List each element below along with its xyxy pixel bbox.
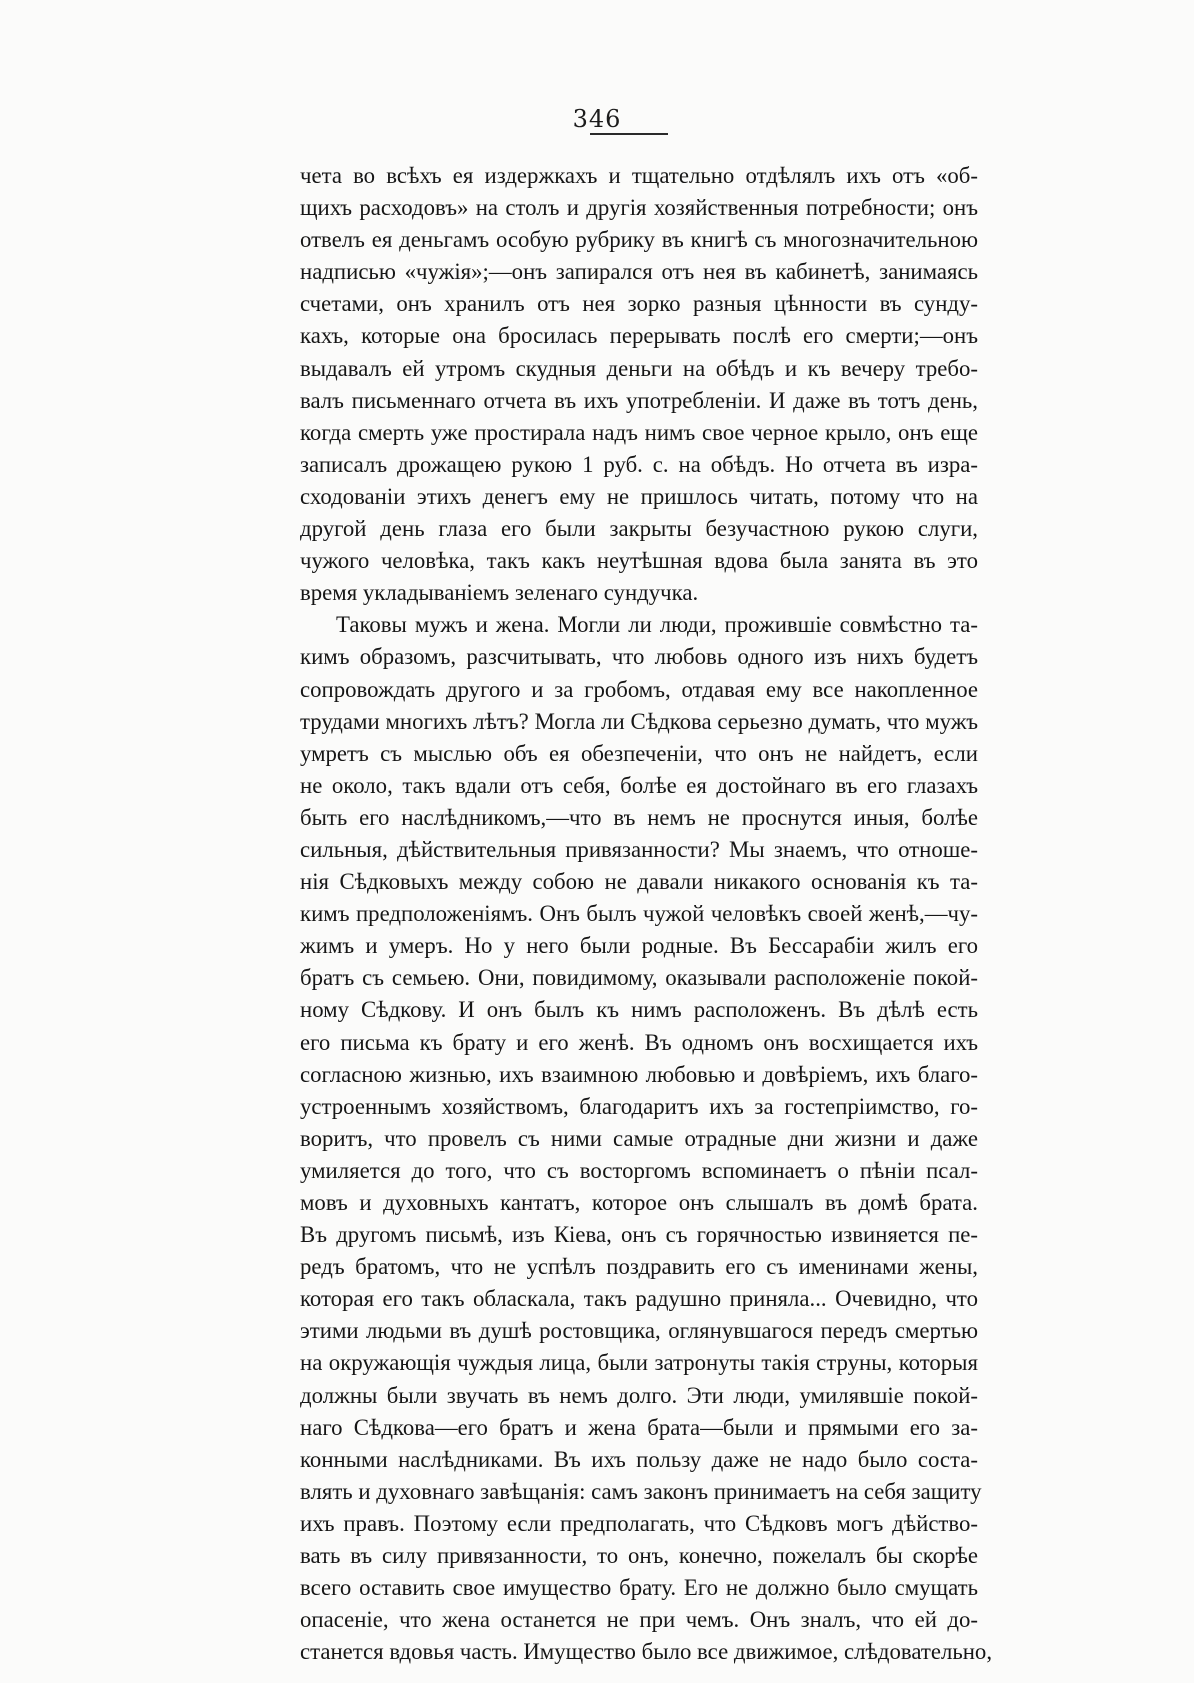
text-line: сопровождать другого и за гробомъ, отдавая ему все накопленное xyxy=(300,676,978,702)
text-line: воритъ, что провелъ съ ними самые отрадные дни жизни и даже xyxy=(300,1125,978,1151)
text-line: умретъ съ мыслью объ ея обезпеченіи, что онъ не найдетъ, если xyxy=(300,740,978,766)
text-line: его письма къ брату и его женѣ. Въ одномъ онъ восхищается ихъ xyxy=(300,1029,978,1055)
text-line: чета во всѣхъ ея издержкахъ и тщательно отдѣлялъ ихъ отъ «об- xyxy=(300,163,978,188)
text-line: время укладываніемъ зеленаго сундучка. xyxy=(300,580,699,606)
body-text xyxy=(300,160,993,1668)
page-number-rule xyxy=(590,133,668,135)
text-line: надписью «чужія»;—онъ запирался отъ нея въ кабинетѣ, занимаясь xyxy=(300,259,978,285)
text-line: братъ съ семьею. Они, повидимому, оказывали расположеніе покой- xyxy=(300,965,978,991)
text-line: редъ братомъ, что не успѣлъ поздравить его съ именинами жены, xyxy=(300,1254,978,1280)
text-line: станется вдовья часть. Имущество было все движимое, слѣдовательно, xyxy=(300,1639,993,1665)
text-line: валъ письменнаго отчета въ ихъ употребленіи. И даже въ тотъ день, xyxy=(300,387,978,413)
text-line: на окружающія чуждыя лица, были затронуты такія струны, которыя xyxy=(300,1350,978,1376)
text-line: нія Сѣдковыхъ между собою не давали никакого основанія къ та- xyxy=(300,869,978,895)
text-line: должны были звучать въ немъ долго. Эти люди, умилявшіе покой- xyxy=(300,1382,978,1408)
page-number: 346 xyxy=(572,105,622,133)
text-line: кимъ образомъ, разсчитывать, что любовь одного изъ нихъ будетъ xyxy=(300,644,978,670)
text-line: устроеннымъ хозяйствомъ, благодаритъ ихъ за гостепріимство, го- xyxy=(300,1093,978,1119)
text-line: влять и духовнаго завѣщанія: самъ законъ принимаетъ на себя защиту xyxy=(300,1478,982,1504)
text-line: сходованіи этихъ денегъ ему не пришлось читать, потому что на xyxy=(300,483,978,509)
text-line: опасеніе, что жена останется не при чемъ. Онъ зналъ, что ей до- xyxy=(300,1607,978,1633)
text-line: согласною жизнью, ихъ взаимною любовью и довѣріемъ, ихъ благо- xyxy=(300,1061,978,1087)
text-line: наго Сѣдкова—его братъ и жена брата—были и прямыми его за- xyxy=(300,1414,978,1440)
text-line: отвелъ ея деньгамъ особую рубрику въ книгѣ съ многозначительною xyxy=(300,227,978,253)
text-line: быть его наслѣдникомъ,—что въ немъ не проснутся иныя, болѣе xyxy=(300,804,978,830)
text-line: записалъ дрожащею рукою 1 руб. с. на обѣдъ. Но отчета въ изра- xyxy=(300,451,978,477)
text-line: конными наслѣдниками. Въ ихъ пользу даже не надо было соста- xyxy=(300,1446,978,1472)
text-line: чужого человѣка, такъ какъ неутѣшная вдова была занята въ это xyxy=(300,548,978,574)
text-line: сильныя, дѣйствительныя привязанности? Мы знаемъ, что отноше- xyxy=(300,836,978,862)
text-line: которая его такъ обласкала, такъ радушно приняла... Очевидно, что xyxy=(300,1286,978,1312)
text-line: когда смерть уже простирала надъ нимъ свое черное крыло, онъ еще xyxy=(300,419,978,445)
text-line: ихъ правъ. Поэтому если предполагать, что Сѣдковъ могъ дѣйство- xyxy=(300,1510,978,1536)
text-line: другой день глаза его были закрыты безучастною рукою слуги, xyxy=(300,516,978,542)
text-line: щихъ расходовъ» на столъ и другія хозяйственныя потребности; онъ xyxy=(300,195,978,221)
text-line: мовъ и духовныхъ кантатъ, которое онъ слышалъ въ домѣ брата. xyxy=(300,1190,978,1215)
text-line: вать въ силу привязанности, то онъ, конечно, пожелалъ бы скорѣе xyxy=(300,1543,978,1569)
text-line: кахъ, которые она бросилась перерывать послѣ его смерти;—онъ xyxy=(300,323,978,349)
text-line: счетами, онъ хранилъ отъ нея зорко разныя цѣнности въ сунду- xyxy=(300,291,978,317)
text-line: этими людьми въ душѣ ростовщика, оглянувшагося передъ смертью xyxy=(300,1318,978,1344)
text-line: всего оставить свое имущество брату. Его не должно было смущать xyxy=(300,1575,978,1601)
text-line: кимъ предположеніямъ. Онъ былъ чужой человѣкъ своей женѣ,—чу- xyxy=(300,901,978,927)
text-line: умиляется до того, что съ восторгомъ вспоминаетъ о пѣніи псал- xyxy=(300,1157,978,1183)
text-line: не около, такъ вдали отъ себя, болѣе ея достойнаго въ его глазахъ xyxy=(300,772,978,798)
text-line: жимъ и умеръ. Но у него были родные. Въ Бессарабіи жилъ его xyxy=(300,933,978,959)
text-line: Таковы мужъ и жена. Могли ли люди, прожившіе совмѣстно та- xyxy=(336,612,978,638)
text-line: Въ другомъ письмѣ, изъ Кіева, онъ съ горячностью извиняется пе- xyxy=(300,1222,978,1248)
text-line: ному Сѣдкову. И онъ былъ къ нимъ расположенъ. Въ дѣлѣ есть xyxy=(300,997,978,1023)
text-line: трудами многихъ лѣтъ? Могла ли Сѣдкова серьезно думать, что мужъ xyxy=(300,708,978,734)
text-line: выдавалъ ей утромъ скудныя деньги на обѣдъ и къ вечеру требо- xyxy=(300,355,978,381)
